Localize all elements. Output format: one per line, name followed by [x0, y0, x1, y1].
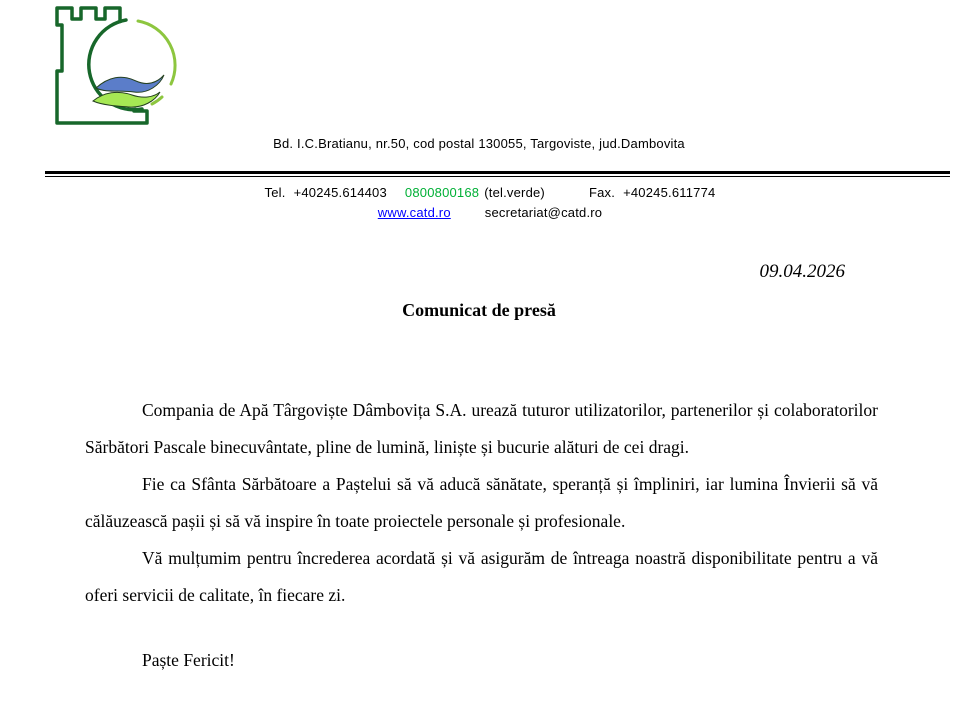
company-address: Bd. I.C.Bratianu, nr.50, cod postal 130055, Targoviste, jud.Dambovita	[273, 136, 685, 151]
company-logo	[50, 4, 240, 134]
body-paragraph-3: Vă mulțumim pentru încrederea acordată și vă asigurăm de întreaga noastră disponibilitate pentru a vă oferi servicii de calitate, în fiecare zi.	[85, 548, 878, 605]
document-title: Comunicat de presă	[402, 300, 556, 320]
document-date: 09.04.2026	[759, 261, 845, 282]
body-paragraph-1: Compania de Apă Târgoviște Dâmbovița S.A. urează tuturor utilizatorilor, partenerilor și colaboratorilor Sărbători Pascale binecuvântate, pline de lumină, liniște și bucurie alături de cei dragi.	[85, 400, 878, 457]
fax-number: +40245.611774	[623, 185, 716, 200]
tel-label: Tel.	[264, 185, 286, 200]
green-phone-suffix: (tel.verde)	[484, 185, 545, 200]
contact-row-web	[0, 205, 958, 220]
tel-number: +40245.614403	[293, 185, 387, 200]
email-address: secretariat@catd.ro	[484, 205, 603, 220]
contact-row-phone	[0, 185, 958, 200]
header-divider	[45, 171, 950, 177]
green-phone-number: 0800800168	[404, 185, 480, 200]
body-paragraph-2: Fie ca Sfânta Sărbătoare a Paștelui să vă aducă sănătate, speranță și împliniri, iar lumina Învierii să vă călăuzească pașii și să vă inspire în toate proiectele personale și profesionale.	[85, 474, 878, 531]
document-body	[85, 392, 878, 679]
website-link[interactable]: www.catd.ro	[377, 205, 451, 220]
fax-label: Fax.	[588, 185, 616, 200]
closing-greeting: Paște Fericit!	[142, 650, 235, 670]
